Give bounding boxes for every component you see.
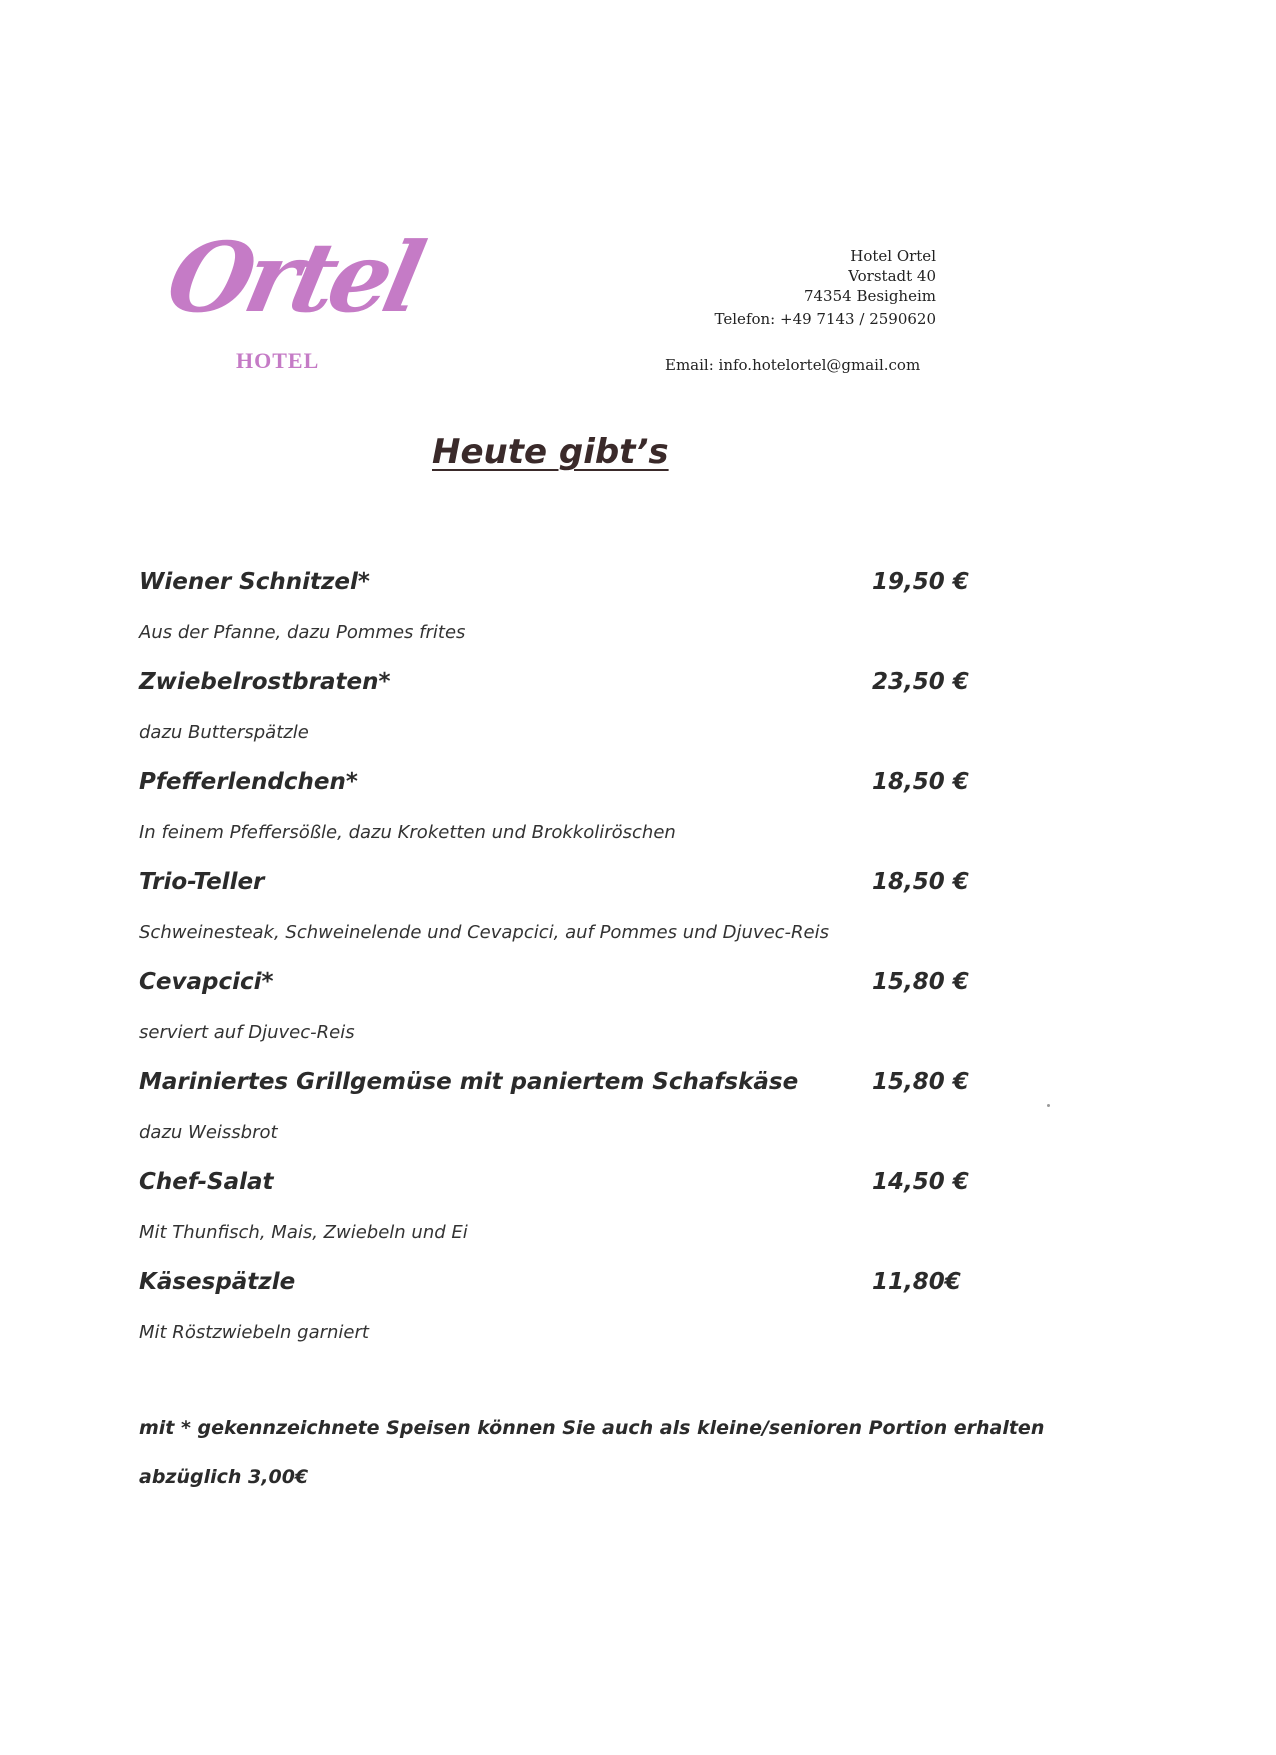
menu-item-name: Cevapcici* bbox=[139, 969, 274, 995]
address-block bbox=[715, 246, 936, 329]
menu-item-name: Mariniertes Grillgemüse mit paniertem Schafskäse bbox=[139, 1069, 799, 1095]
logo-script-text: Ortel bbox=[158, 221, 429, 334]
menu-item bbox=[139, 666, 979, 766]
menu-item-price: 14,50 € bbox=[872, 1169, 969, 1195]
menu-item bbox=[139, 866, 979, 966]
menu-item bbox=[139, 766, 979, 866]
logo-subtitle: HOTEL bbox=[236, 348, 320, 373]
menu-item-price: 19,50 € bbox=[872, 569, 969, 595]
menu-item-description: dazu Weissbrot bbox=[139, 1122, 278, 1143]
menu-item-name: Käsespätzle bbox=[139, 1269, 296, 1295]
menu-item-name: Pfefferlendchen* bbox=[139, 769, 358, 795]
menu-item-price: 18,50 € bbox=[872, 769, 969, 795]
menu-item-name: Chef-Salat bbox=[139, 1169, 274, 1195]
hotel-logo bbox=[158, 221, 429, 376]
menu-item-description: Mit Thunfisch, Mais, Zwiebeln und Ei bbox=[139, 1222, 468, 1243]
menu-item-description: serviert auf Djuvec-Reis bbox=[139, 1022, 355, 1043]
menu-item-description: Aus der Pfanne, dazu Pommes frites bbox=[139, 622, 466, 643]
menu-item-description: Schweinesteak, Schweinelende und Cevapcici, auf Pommes und Djuvec-Reis bbox=[139, 922, 830, 943]
phone-number: Telefon: +49 7143 / 2590620 bbox=[714, 310, 936, 328]
menu-list bbox=[139, 566, 979, 1366]
menu-item-description: In feinem Pfeffersößle, dazu Kroketten und Brokkoliröschen bbox=[139, 822, 676, 843]
discount-note: abzüglich 3,00€ bbox=[139, 1466, 309, 1488]
street-address: Vorstadt 40 bbox=[848, 267, 936, 285]
menu-item-price: 11,80€ bbox=[872, 1269, 961, 1295]
page-title: Heute gibt’s bbox=[432, 432, 669, 472]
menu-item-name: Zwiebelrostbraten* bbox=[139, 669, 391, 695]
portion-note: mit * gekennzeichnete Speisen können Sie auch als kleine/senioren Portion erhalten bbox=[139, 1417, 1045, 1439]
email-address: Email: info.hotelortel@gmail.com bbox=[665, 356, 921, 374]
menu-item-name: Trio-Teller bbox=[139, 869, 265, 895]
menu-item bbox=[139, 1166, 979, 1266]
menu-item-description: dazu Butterspätzle bbox=[139, 722, 309, 743]
city-address: 74354 Besigheim bbox=[803, 287, 936, 305]
menu-item-price: 18,50 € bbox=[872, 869, 969, 895]
hotel-name: Hotel Ortel bbox=[850, 247, 936, 265]
menu-item-price: 15,80 € bbox=[872, 969, 969, 995]
scan-speck bbox=[1047, 1104, 1050, 1107]
menu-item bbox=[139, 1066, 979, 1166]
menu-item-price: 23,50 € bbox=[872, 669, 969, 695]
menu-item bbox=[139, 1266, 979, 1366]
menu-item-description: Mit Röstzwiebeln garniert bbox=[139, 1322, 369, 1343]
menu-item-name: Wiener Schnitzel* bbox=[139, 569, 370, 595]
menu-item bbox=[139, 966, 979, 1066]
menu-item bbox=[139, 566, 979, 666]
menu-item-price: 15,80 € bbox=[872, 1069, 969, 1095]
